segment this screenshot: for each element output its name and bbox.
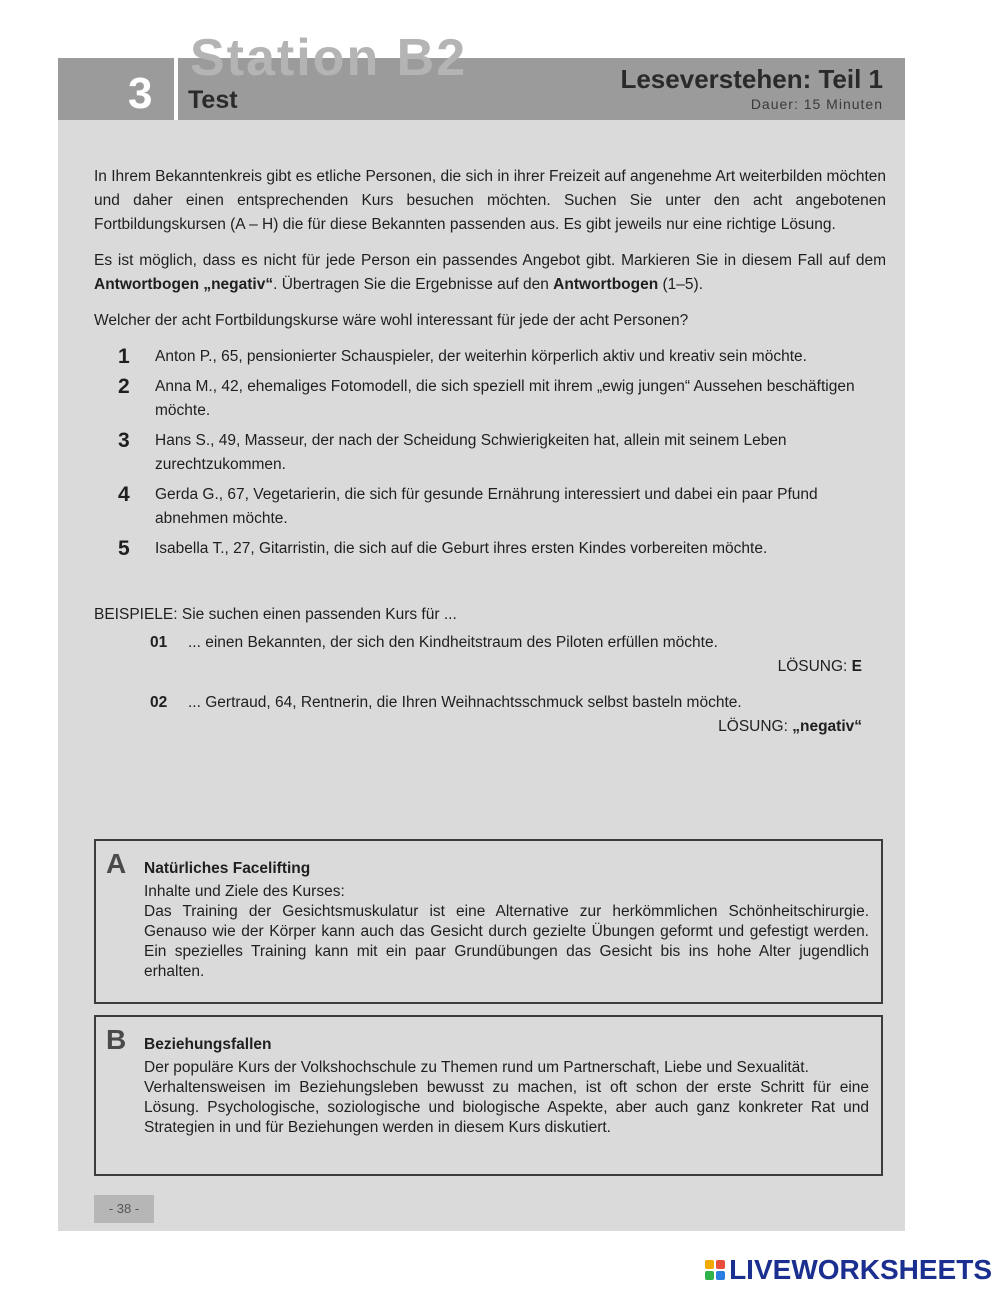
person-list [118,345,886,561]
person-number: 2 [118,375,130,398]
example-text: ... Gertraud, 64, Rentnerin, die Ihren Weihnachtsschmuck selbst basteln möchte. [188,694,742,711]
example-item [150,691,886,739]
header-test-label: Test [188,86,238,114]
example-solution [150,655,862,679]
person-description: Anna M., 42, ehemaliges Fotomodell, die sich speziell mit ihrem „ewig jungen“ Aussehen beschäftigen möchte. [155,378,855,419]
example-solution [150,715,862,739]
course-line: Das Training der Gesichtsmuskulatur ist eine Alternative zur herkömmlichen Schönheitschirurgie. Genauso wie der Körper kann auch das Gesicht durch gezielte Übungen geformt und gefestigt werden. Ein spezielles Training kann mit ein paar Grundübungen das Gesicht bis ins hohe Alter jugendlich erhalten. [144,903,869,980]
instruction-text: . Übertragen Sie die Ergebnisse auf den [273,276,554,293]
person-description: Isabella T., 27, Gitarristin, die sich auf die Geburt ihres ersten Kindes vorbereiten möchte. [155,540,768,557]
instructions-section [94,165,886,739]
solution-label: LÖSUNG: [718,718,793,735]
course-title: Beziehungsfallen [144,1036,272,1053]
logo-square [716,1271,725,1280]
header-divider [174,58,178,120]
page-number: - 38 - [94,1195,154,1223]
instruction-text: Es ist möglich, dass es nicht für jede Person ein passendes Angebot gibt. Markieren Sie in diesem Fall auf dem [94,252,886,269]
person-number: 4 [118,483,130,506]
person-number: 5 [118,537,130,560]
instruction-paragraph-1: In Ihrem Bekanntenkreis gibt es etliche Personen, die sich in ihrer Freizeit auf angenehme Art weiterbilden möchten und daher einen entsprechenden Kurs besuchen möchten. Suchen Sie unter den acht angebotenen Fortbildungskursen (A – H) die für diese Bekannten passenden aus. Es gibt jeweils nur eine richtige Lösung. [94,168,886,233]
answer-sheet-negative: Antwortbogen „negativ“ [94,276,274,293]
person-item [118,483,886,531]
brand-name: LIVEWORKSHEETS [729,1254,992,1285]
logo-square [705,1260,714,1269]
person-number: 3 [118,429,130,452]
worksheet-page [58,29,905,1231]
person-description: Gerda G., 67, Vegetarierin, die sich für gesunde Ernährung interessiert und dabei ein paar Pfund abnehmen möchte. [155,486,818,527]
person-item [118,429,886,477]
header-band [58,29,905,120]
course-box-b [94,1015,883,1176]
course-letter: B [106,1024,127,1055]
person-item [118,375,886,423]
person-item [118,537,886,561]
liveworksheets-logo-icon [705,1260,725,1280]
chapter-number: 3 [128,69,153,118]
course-line: Inhalte und Ziele des Kurses: [144,883,345,900]
course-line: Verhaltensweisen im Beziehungsleben bewusst zu machen, ist oft schon der erste Schritt für eine Lösung. Psychologische, soziologische und biologische Aspekte, aber auch ganz konkreter Rat und Strategien in und für Beziehungen werden in diesem Kurs diskutiert. [144,1079,869,1136]
person-item [118,345,886,369]
example-item [150,631,886,679]
example-number: 02 [150,694,168,711]
solution-value: E [851,658,862,675]
person-description: Hans S., 49, Masseur, der nach der Scheidung Schwierigkeiten hat, allein mit seinem Leben zurechtzukommen. [155,432,787,473]
example-text: ... einen Bekannten, der sich den Kindheitstraum des Piloten erfüllen möchte. [188,634,718,651]
solution-value: „negativ“ [792,718,862,735]
liveworksheets-brand[interactable] [705,1253,992,1287]
person-number: 1 [118,345,130,368]
station-watermark: Station B2 [190,29,468,87]
examples-intro: BEISPIELE: Sie suchen einen passenden Kurs für ... [94,606,457,623]
duration-label: Dauer: 15 Minuten [750,96,883,112]
course-box-a [94,839,883,1004]
course-letter: A [106,848,127,879]
logo-square [705,1271,714,1280]
course-line: Der populäre Kurs der Volkshochschule zu Themen rund um Partnerschaft, Liebe und Sexualität. [144,1059,809,1076]
logo-square [716,1260,725,1269]
course-title: Natürliches Facelifting [144,860,311,877]
question-text: Welcher der acht Fortbildungskurse wäre wohl interessant für jede der acht Personen? [94,312,689,329]
answer-sheet-label: Antwortbogen [553,276,659,293]
person-description: Anton P., 65, pensionierter Schauspieler, der weiterhin körperlich aktiv und kreativ sein möchte. [155,348,807,365]
page-title: Leseverstehen: Teil 1 [620,64,883,94]
solution-label: LÖSUNG: [777,658,852,675]
instruction-paragraph-2 [94,249,886,297]
instruction-text: (1–5). [658,276,704,293]
example-number: 01 [150,634,168,651]
